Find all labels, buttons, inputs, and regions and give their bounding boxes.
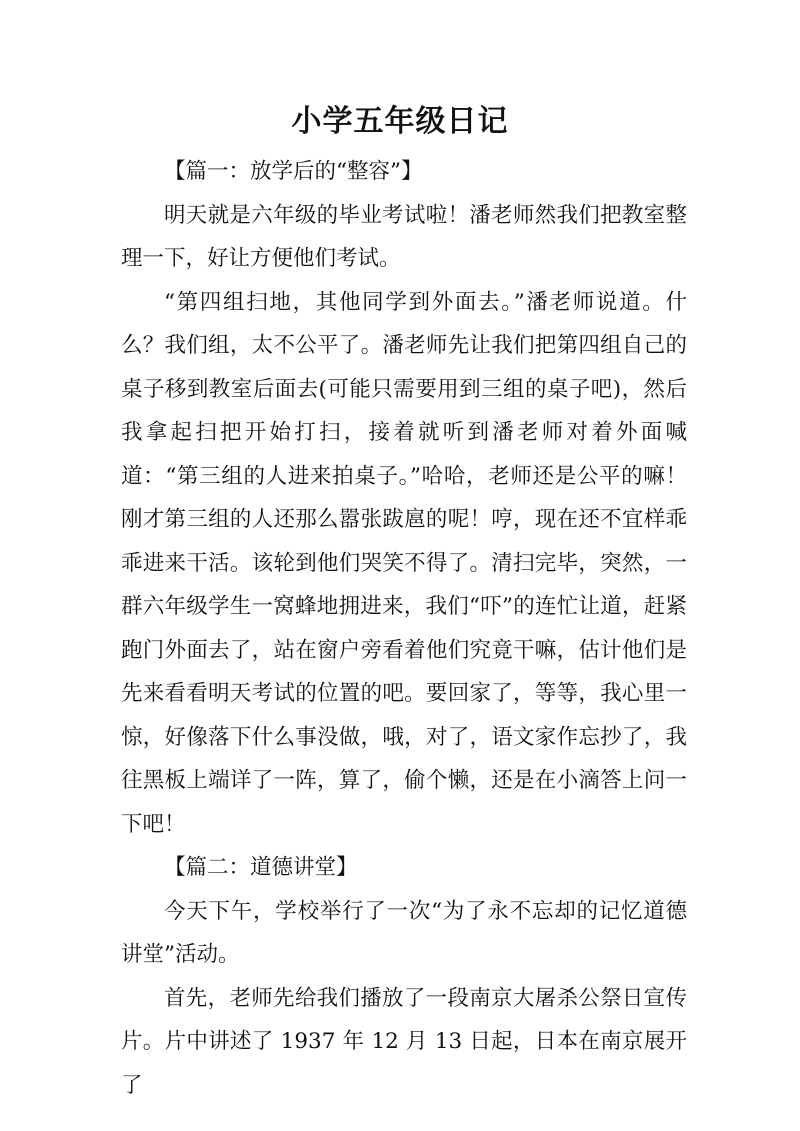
paragraph-2: “第四组扫地，其他同学到外面去。”潘老师说道。什么？我们组，太不公平了。潘老师先让我们把第四组自己的桌子移到教室后面去(可能只需要用到三组的桌子吧)，然后我拿起扫把开始打扫，接着就听到潘老师对着外面喊道：“第三组的人进来拍桌子。”哈哈，老师还是公平的嘛！刚才第三组的人还那么嚣张跋扈的呢！哼，现在还不宜样乖乖进来干活。该轮到他们哭笑不得了。清扫完毕，突然，一群六年级学生一窝蜂地拥进来，我们“吓”的连忙让道，赶紧跑门外面去了，站在窗户旁看着他们究竟干嘛，估计他们是先来看看明天考试的位置的吧。要回家了，等等，我心里一惊，好像落下什么事没做，哦，对了，语文家作忘抄了，我往黑板上端详了一阵，算了，偷个懒，还是在小滴答上问一下吧！ <box>121 289 687 837</box>
paragraph-3: 今天下午，学校举行了一次“为了永不忘却的记忆道德讲堂”活动。 <box>121 898 687 967</box>
section-heading-2: 【篇二：道德讲堂】 <box>164 855 358 880</box>
paragraph-1: 明天就是六年级的毕业考试啦！潘老师然我们把教室整理一下，好让方便他们考试。 <box>121 202 687 271</box>
paragraph-4: 首先，老师先给我们播放了一段南京大屠杀公祭日宣传片。片中讲述了 1937 年 12 月 13 日起，日本在南京展开了 <box>121 985 687 1098</box>
document-title: 小学五年级日记 <box>291 104 509 139</box>
document-body <box>121 150 687 1107</box>
section-heading-1: 【篇一：放学后的“整容”】 <box>164 159 423 184</box>
